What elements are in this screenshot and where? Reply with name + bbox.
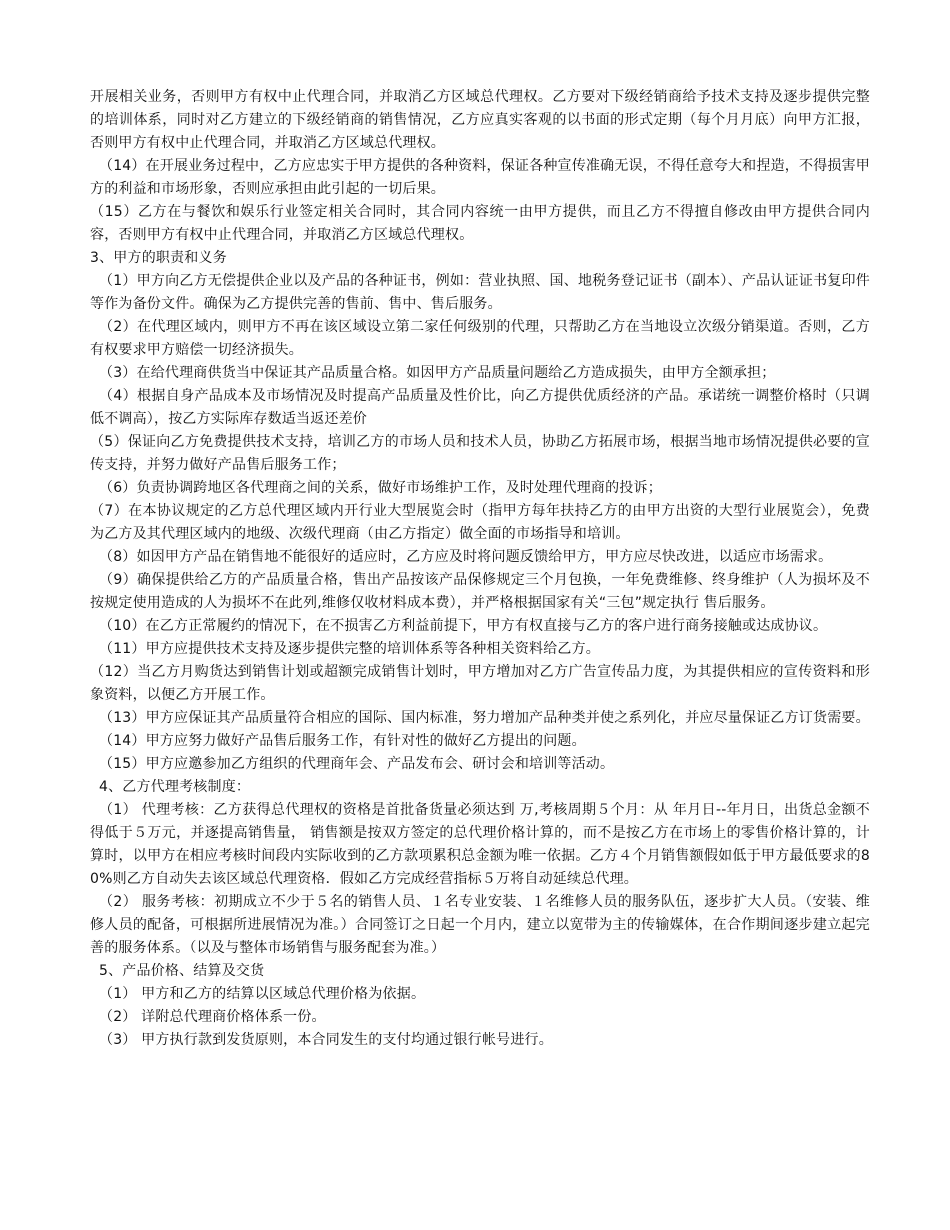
paragraph-11: （7）在本协议规定的乙方总代理区域内开行业大型展览会时（指甲方每年扶持乙方的由甲方出资的大型行业展览会），免费为乙方及其代理区域内的地级、次级代理商（由乙方指定）做全面的市场指导和培训。 [90,503,870,542]
paragraph-7: （3）在给代理商供货当中保证其产品质量合格。如因甲方产品质量问题给乙方造成损失，由甲方全额承担； [99,365,776,381]
paragraph-10: （6）负责协调跨地区各代理商之间的关系，做好市场维护工作，及时处理代理商的投诉； [99,480,662,496]
paragraph-17: （13）甲方应保证其产品质量符合相应的国际、国内标准，努力增加产品种类并使之系列化，并应尽量保证乙方订货需要。 [99,710,870,726]
paragraph-21: （1） 代理考核：乙方获得总代理权的资格是首批备货量必须达到 万,考核周期５个月：从 年月日--年月日，出货总金额不得低于５万元，并逐提高销售量， 销售额是按双方签定的总代理价格计算的，而不是按乙方在市场上的零售价格计算的，计算时，以甲方在相应考核时间段内实际收到的乙方款项累积总金额为唯一依据。乙方４个月销售额假如低于甲方最低要求的80%则乙方自动失去该区域总代理资格．假如乙方完成经营指标５万将自动延续总代理。 [90,802,870,887]
paragraph-18: （14）甲方应努力做好产品售后服务工作，有针对性的做好乙方提出的问题。 [99,733,586,749]
paragraph-24: （1） 甲方和乙方的结算以区域总代理价格为依据。 [99,986,426,1002]
paragraph-9: （5）保证向乙方免费提供技术支持，培训乙方的市场人员和技术人员，协助乙方拓展市场，根据当地市场情况提供必要的宣传支持，并努力做好产品售后服务工作； [90,434,870,473]
paragraph-1: 开展相关业务，否则甲方有权中止代理合同，并取消乙方区域总代理权。乙方要对下级经销商给予技术支持及逐步提供完整的培训体系，同时对乙方建立的下级经销商的销售情况，乙方应真实客观的以书面的形式定期（每个月月底）向甲方汇报，否则甲方有权中止代理合同，并取消乙方区域总代理权。 [90,89,870,151]
paragraph-15: （11）甲方应提供技术支持及逐步提供完整的培训体系等各种相关资料给乙方。 [99,641,601,657]
paragraph-22: （2） 服务考核：初期成立不少于５名的销售人员、１名专业安装、１名维修人员的服务队伍，逐步扩大人员。（安装、维修人员的配备，可根据所进展情况为准。）合同签订之日起一个月内，建立以宽带为主的传输媒体，在合作期间逐步建立起完善的服务体系。（以及与整体市场销售与服务配套为准。） [90,894,870,956]
paragraph-13: （9）确保提供给乙方的产品质量合格，售出产品按该产品保修规定三个月包换，一年免费维修、终身维护（人为损坏及不按规定使用造成的人为损坏不在此列,维修仅收材料成本费），并严格根据国家有关“三包”规定执行 售后服务。 [90,572,870,611]
paragraph-3: （15）乙方在与餐饮和娱乐行业签定相关合同时，其合同内容统一由甲方提供，而且乙方不得擅自修改由甲方提供合同内容，否则甲方有权中止代理合同，并取消乙方区域总代理权。 [90,204,870,243]
section-heading-3: 3、甲方的职责和义务 [90,250,227,266]
paragraph-2: （14）在开展业务过程中，乙方应忠实于甲方提供的各种资料，保证各种宣传准确无误，不得任意夸大和捏造，不得损害甲方的利益和市场形象，否则应承担由此引起的一切后果。 [90,158,870,197]
paragraph-12: （8）如因甲方产品在销售地不能很好的适应时，乙方应及时将问题反馈给甲方，甲方应尽快改进，以适应市场需求。 [99,549,833,565]
paragraph-5: （1）甲方向乙方无偿提供企业以及产品的各种证书，例如：营业执照、国、地税务登记证书（副本）、产品认证证书复印件等作为备份文件。确保为乙方提供完善的售前、售中、售后服务。 [90,273,870,312]
paragraph-14: （10）在乙方正常履约的情况下，在不损害乙方利益前提下，甲方有权直接与乙方的客户进行商务接触或达成协议。 [99,618,828,634]
paragraph-26: （3） 甲方执行款到发货原则，本合同发生的支付均通过银行帐号进行。 [99,1032,553,1048]
section-heading-5: 5、产品价格、结算及交货 [99,963,265,979]
paragraph-16: （12）当乙方月购货达到销售计划或超额完成销售计划时，甲方增加对乙方广告宣传品力度，为其提供相应的宣传资料和形象资料，以便乙方开展工作。 [90,664,870,703]
paragraph-25: （2） 详附总代理商价格体系一份。 [99,1009,326,1025]
paragraph-6: （2）在代理区域内，则甲方不再在该区域设立第二家任何级别的代理，只帮助乙方在当地设立次级分销渠道。否则，乙方有权要求甲方赔偿一切经济损失。 [90,319,870,358]
document-body [90,86,870,1052]
paragraph-8: （4）根据自身产品成本及市场情况及时提高产品质量及性价比，向乙方提供优质经济的产品。承诺统一调整价格时（只调低不调高），按乙方实际库存数适当返还差价 [90,388,870,427]
paragraph-19: （15）甲方应邀参加乙方组织的代理商年会、产品发布会、研讨会和培训等活动。 [99,756,615,772]
section-heading-4: 4、乙方代理考核制度： [99,779,251,795]
